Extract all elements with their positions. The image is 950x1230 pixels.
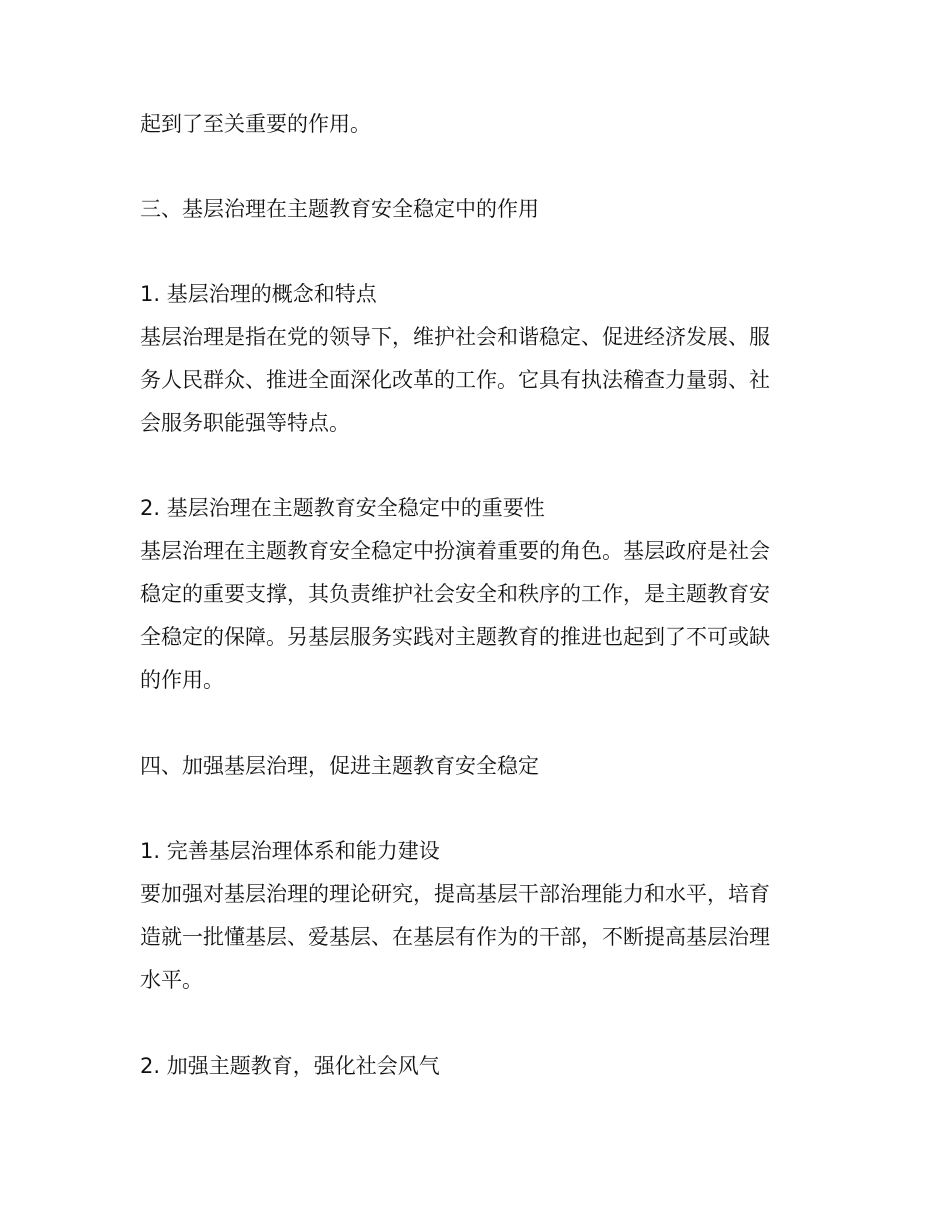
- subsection-heading: 2. 加强主题教育，强化社会风气: [140, 1054, 440, 1078]
- subsection-heading: 2. 基层治理在主题教育安全稳定中的重要性: [140, 496, 545, 520]
- paragraph-line: 要加强对基层治理的理论研究，提高基层干部治理能力和水平，培育: [140, 882, 770, 906]
- subsection-heading: 1. 完善基层治理体系和能力建设: [140, 839, 440, 863]
- paragraph-line: 起到了至关重要的作用。: [140, 112, 371, 136]
- paragraph-line: 全稳定的保障。另基层服务实践对主题教育的推进也起到了不可或缺: [140, 625, 770, 649]
- paragraph-line: 基层治理是指在党的领导下，维护社会和谐稳定、促进经济发展、服: [140, 325, 770, 349]
- paragraph-line: 的作用。: [140, 668, 224, 692]
- section-heading: 四、加强基层治理，促进主题教育安全稳定: [140, 754, 539, 778]
- paragraph-line: 会服务职能强等特点。: [140, 411, 350, 435]
- subsection-heading: 1. 基层治理的概念和特点: [140, 282, 377, 306]
- paragraph-line: 务人民群众、推进全面深化改革的工作。它具有执法稽查力量弱、社: [140, 368, 770, 392]
- paragraph-line: 造就一批懂基层、爱基层、在基层有作为的干部，不断提高基层治理: [140, 925, 770, 949]
- section-heading: 三、基层治理在主题教育安全稳定中的作用: [140, 197, 539, 221]
- paragraph-line: 稳定的重要支撑，其负责维护社会安全和秩序的工作，是主题教育安: [140, 582, 770, 606]
- paragraph-line: 基层治理在主题教育安全稳定中扮演着重要的角色。基层政府是社会: [140, 539, 770, 563]
- paragraph-line: 水平。: [140, 968, 203, 992]
